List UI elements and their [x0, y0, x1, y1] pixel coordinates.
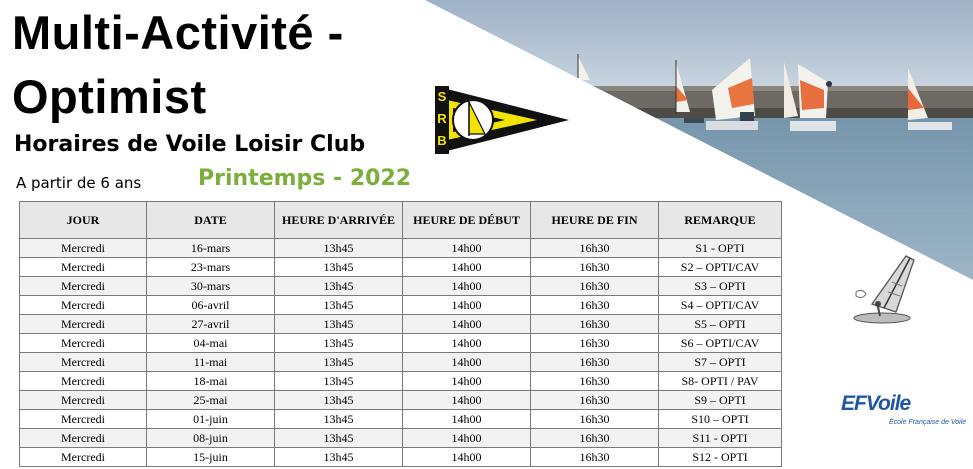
cell-jour: Mercredi [20, 239, 147, 258]
cell-heure-arrivee: 13h45 [275, 429, 403, 448]
cell-heure-fin: 16h30 [531, 315, 659, 334]
cell-jour: Mercredi [20, 334, 147, 353]
cell-heure-arrivee: 13h45 [275, 372, 403, 391]
cell-date: 30-mars [147, 277, 275, 296]
cell-jour: Mercredi [20, 429, 147, 448]
table-row [20, 258, 782, 277]
cell-remarque: S9 – OPTI [659, 391, 782, 410]
cell-date: 04-mai [147, 334, 275, 353]
club-pennant-logo [433, 84, 573, 156]
cell-heure-debut: 14h00 [403, 296, 531, 315]
cell-jour: Mercredi [20, 391, 147, 410]
cell-heure-debut: 14h00 [403, 258, 531, 277]
table-row [20, 372, 782, 391]
cell-remarque: S2 – OPTI/CAV [659, 258, 782, 277]
season-label: Printemps - 2022 [198, 166, 412, 191]
efvoile-subtitle: École Française de Voile [889, 419, 967, 426]
cell-remarque: S11 - OPTI [659, 429, 782, 448]
cell-jour: Mercredi [20, 296, 147, 315]
club-letter: B [437, 133, 447, 148]
col-header-date: DATE [147, 202, 275, 239]
cell-heure-fin: 16h30 [531, 239, 659, 258]
cell-heure-debut: 14h00 [403, 353, 531, 372]
cell-heure-arrivee: 13h45 [275, 391, 403, 410]
cell-date: 16-mars [147, 239, 275, 258]
cell-heure-arrivee: 13h45 [275, 334, 403, 353]
cell-remarque: S12 - OPTI [659, 448, 782, 467]
cell-heure-fin: 16h30 [531, 277, 659, 296]
cell-heure-fin: 16h30 [531, 353, 659, 372]
cell-date: 08-juin [147, 429, 275, 448]
cell-heure-fin: 16h30 [531, 391, 659, 410]
cell-remarque: S8- OPTI / PAV [659, 372, 782, 391]
cell-jour: Mercredi [20, 372, 147, 391]
schedule-table [19, 201, 782, 467]
table-row [20, 448, 782, 467]
cell-date: 23-mars [147, 258, 275, 277]
cell-jour: Mercredi [20, 315, 147, 334]
club-letter: R [437, 111, 447, 126]
table-header-row [20, 202, 782, 239]
page-subtitle: Horaires de Voile Loisir Club [14, 132, 366, 157]
cell-jour: Mercredi [20, 258, 147, 277]
col-header-heure-debut: HEURE DE DÉBUT [403, 202, 531, 239]
cell-heure-arrivee: 13h45 [275, 239, 403, 258]
table-row [20, 353, 782, 372]
cell-heure-fin: 16h30 [531, 258, 659, 277]
cell-jour: Mercredi [20, 448, 147, 467]
cell-heure-debut: 14h00 [403, 372, 531, 391]
page-title-line1: Multi-Activité - [12, 6, 344, 59]
cell-heure-arrivee: 13h45 [275, 410, 403, 429]
table-row [20, 296, 782, 315]
cell-heure-debut: 14h00 [403, 334, 531, 353]
cell-date: 18-mai [147, 372, 275, 391]
schedule-body [20, 239, 782, 467]
cell-jour: Mercredi [20, 277, 147, 296]
cell-heure-debut: 14h00 [403, 429, 531, 448]
cell-heure-fin: 16h30 [531, 429, 659, 448]
page-title-line2: Optimist [12, 70, 207, 123]
cell-heure-debut: 14h00 [403, 448, 531, 467]
col-header-heure-fin: HEURE DE FIN [531, 202, 659, 239]
table-row [20, 429, 782, 448]
table-row [20, 315, 782, 334]
table-row [20, 410, 782, 429]
table-row [20, 334, 782, 353]
cell-heure-fin: 16h30 [531, 410, 659, 429]
efvoile-brand-text: EFVoile [841, 392, 911, 415]
cell-heure-debut: 14h00 [403, 410, 531, 429]
cell-heure-fin: 16h30 [531, 296, 659, 315]
cell-heure-arrivee: 13h45 [275, 296, 403, 315]
cell-date: 25-mai [147, 391, 275, 410]
cell-date: 15-juin [147, 448, 275, 467]
cell-heure-arrivee: 13h45 [275, 353, 403, 372]
cell-heure-fin: 16h30 [531, 372, 659, 391]
club-letter: S [437, 89, 447, 104]
cell-date: 27-avril [147, 315, 275, 334]
cell-heure-fin: 16h30 [531, 448, 659, 467]
cell-jour: Mercredi [20, 353, 147, 372]
cell-heure-arrivee: 13h45 [275, 277, 403, 296]
cell-heure-arrivee: 13h45 [275, 315, 403, 334]
cell-remarque: S4 – OPTI/CAV [659, 296, 782, 315]
col-header-remarque: REMARQUE [659, 202, 782, 239]
cell-heure-debut: 14h00 [403, 239, 531, 258]
cell-remarque: S1 - OPTI [659, 239, 782, 258]
cell-remarque: S10 – OPTI [659, 410, 782, 429]
cell-heure-fin: 16h30 [531, 334, 659, 353]
table-row [20, 239, 782, 258]
age-requirement: A partir de 6 ans [16, 174, 142, 192]
cell-date: 01-juin [147, 410, 275, 429]
cell-remarque: S5 – OPTI [659, 315, 782, 334]
cell-remarque: S6 – OPTI/CAV [659, 334, 782, 353]
windsurf-logo [852, 252, 922, 334]
cell-jour: Mercredi [20, 410, 147, 429]
cell-heure-arrivee: 13h45 [275, 258, 403, 277]
cell-heure-debut: 14h00 [403, 277, 531, 296]
col-header-heure-arrivee: HEURE D'ARRIVÉE [275, 202, 403, 239]
table-row [20, 277, 782, 296]
cell-heure-arrivee: 13h45 [275, 448, 403, 467]
cell-date: 06-avril [147, 296, 275, 315]
col-header-jour: JOUR [20, 202, 147, 239]
cell-date: 11-mai [147, 353, 275, 372]
cell-heure-debut: 14h00 [403, 391, 531, 410]
cell-remarque: S3 – OPTI [659, 277, 782, 296]
cell-heure-debut: 14h00 [403, 315, 531, 334]
efvoile-logo [841, 392, 967, 432]
cell-remarque: S7 – OPTI [659, 353, 782, 372]
table-row [20, 391, 782, 410]
